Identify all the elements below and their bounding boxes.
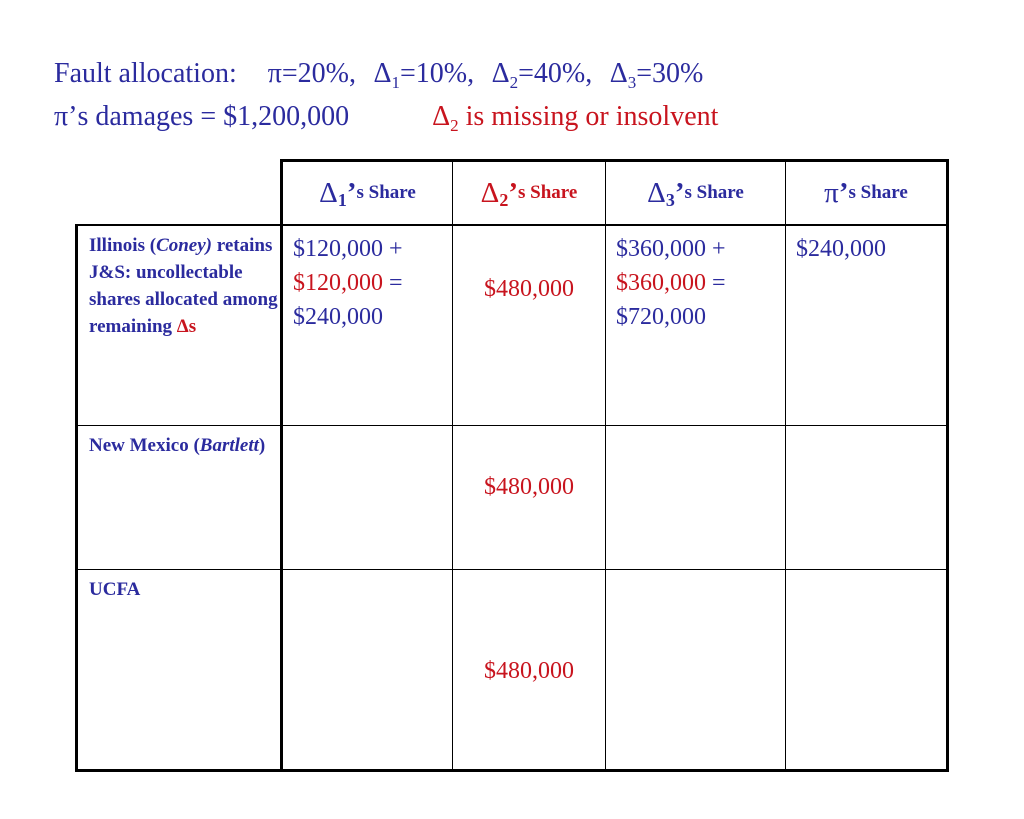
d1-symbol: Δ	[373, 58, 392, 89]
illinois-d1-added: $120,000	[293, 270, 383, 296]
illinois-d1-share	[283, 226, 452, 425]
col-d3-apostrophe: ’	[674, 176, 685, 209]
col-pi-apostrophe: ’	[838, 176, 849, 209]
ucfa-name: UCFA	[89, 579, 141, 600]
illinois-d1-equals: =	[383, 270, 403, 296]
col-d1-apostrophe: ’	[346, 176, 357, 209]
col-d3-symbol: Δ	[647, 176, 666, 209]
col-header-pi	[786, 162, 946, 224]
illinois-d1-total: $240,000	[293, 304, 383, 330]
col-d1-symbol: Δ	[319, 176, 338, 209]
illinois-rule: retains J&S: uncollectable shares allocated among remaining	[89, 235, 278, 337]
d3-fault: =30%	[636, 58, 704, 89]
d2-subscript: 2	[509, 73, 519, 92]
missing-text: is missing or insolvent	[458, 101, 719, 132]
illinois-d3-share	[606, 226, 785, 425]
col-d1-subscript: 1	[337, 189, 347, 210]
d1-subscript: 1	[391, 73, 400, 92]
illinois-d3-equals: =	[706, 270, 726, 296]
col-d3-subscript: 3	[665, 189, 675, 210]
col-d3-label: s Share	[684, 182, 744, 203]
table-border-right	[946, 159, 949, 772]
col-header-d3	[606, 162, 785, 224]
illinois-name: Illinois (	[89, 235, 157, 256]
col-header-d1	[283, 162, 452, 224]
d1-fault: =10%,	[400, 58, 475, 89]
table-border-bottom	[75, 769, 949, 772]
new-mexico-name: New Mexico (	[89, 435, 200, 456]
col-d2-symbol: Δ	[480, 176, 500, 209]
illinois-d2-share: $480,000	[484, 276, 574, 302]
missing-symbol: Δ	[432, 101, 451, 132]
d2-fault: =40%,	[518, 58, 593, 89]
d3-subscript: 3	[627, 73, 637, 92]
col-pi-symbol: π	[824, 176, 839, 209]
damages-text: π’s damages = $1,200,000	[54, 101, 350, 132]
illinois-d1-line1: $120,000 +	[293, 236, 403, 262]
col-d2-label: s Share	[518, 182, 578, 203]
new-mexico-case: Bartlett	[199, 435, 259, 456]
d3-symbol: Δ	[609, 58, 628, 89]
illinois-d3-line1: $360,000 +	[616, 236, 726, 262]
illinois-deltas: Δs	[176, 316, 197, 337]
pi-fault: π=20%,	[267, 58, 357, 89]
new-mexico-d2-share: $480,000	[484, 474, 574, 500]
col-d2-apostrophe: ’	[508, 176, 518, 209]
row-label-illinois	[78, 226, 280, 425]
missing-subscript: 2	[450, 116, 459, 135]
row-label-new-mexico	[78, 426, 280, 569]
illinois-case: Coney)	[156, 235, 212, 256]
illinois-pi-share: $240,000	[796, 236, 886, 262]
col-d1-label: s Share	[356, 182, 416, 203]
ucfa-d2-share: $480,000	[484, 658, 574, 684]
fault-allocation-label: Fault allocation:	[54, 58, 237, 89]
col-header-d2	[453, 162, 605, 224]
illinois-d3-added: $360,000	[616, 270, 706, 296]
col-d2-subscript: 2	[499, 189, 509, 210]
new-mexico-paren: )	[258, 435, 266, 456]
row-label-ucfa	[78, 570, 280, 769]
d2-symbol: Δ	[491, 58, 510, 89]
col-pi-label: s Share	[848, 182, 908, 203]
illinois-d3-total: $720,000	[616, 304, 706, 330]
